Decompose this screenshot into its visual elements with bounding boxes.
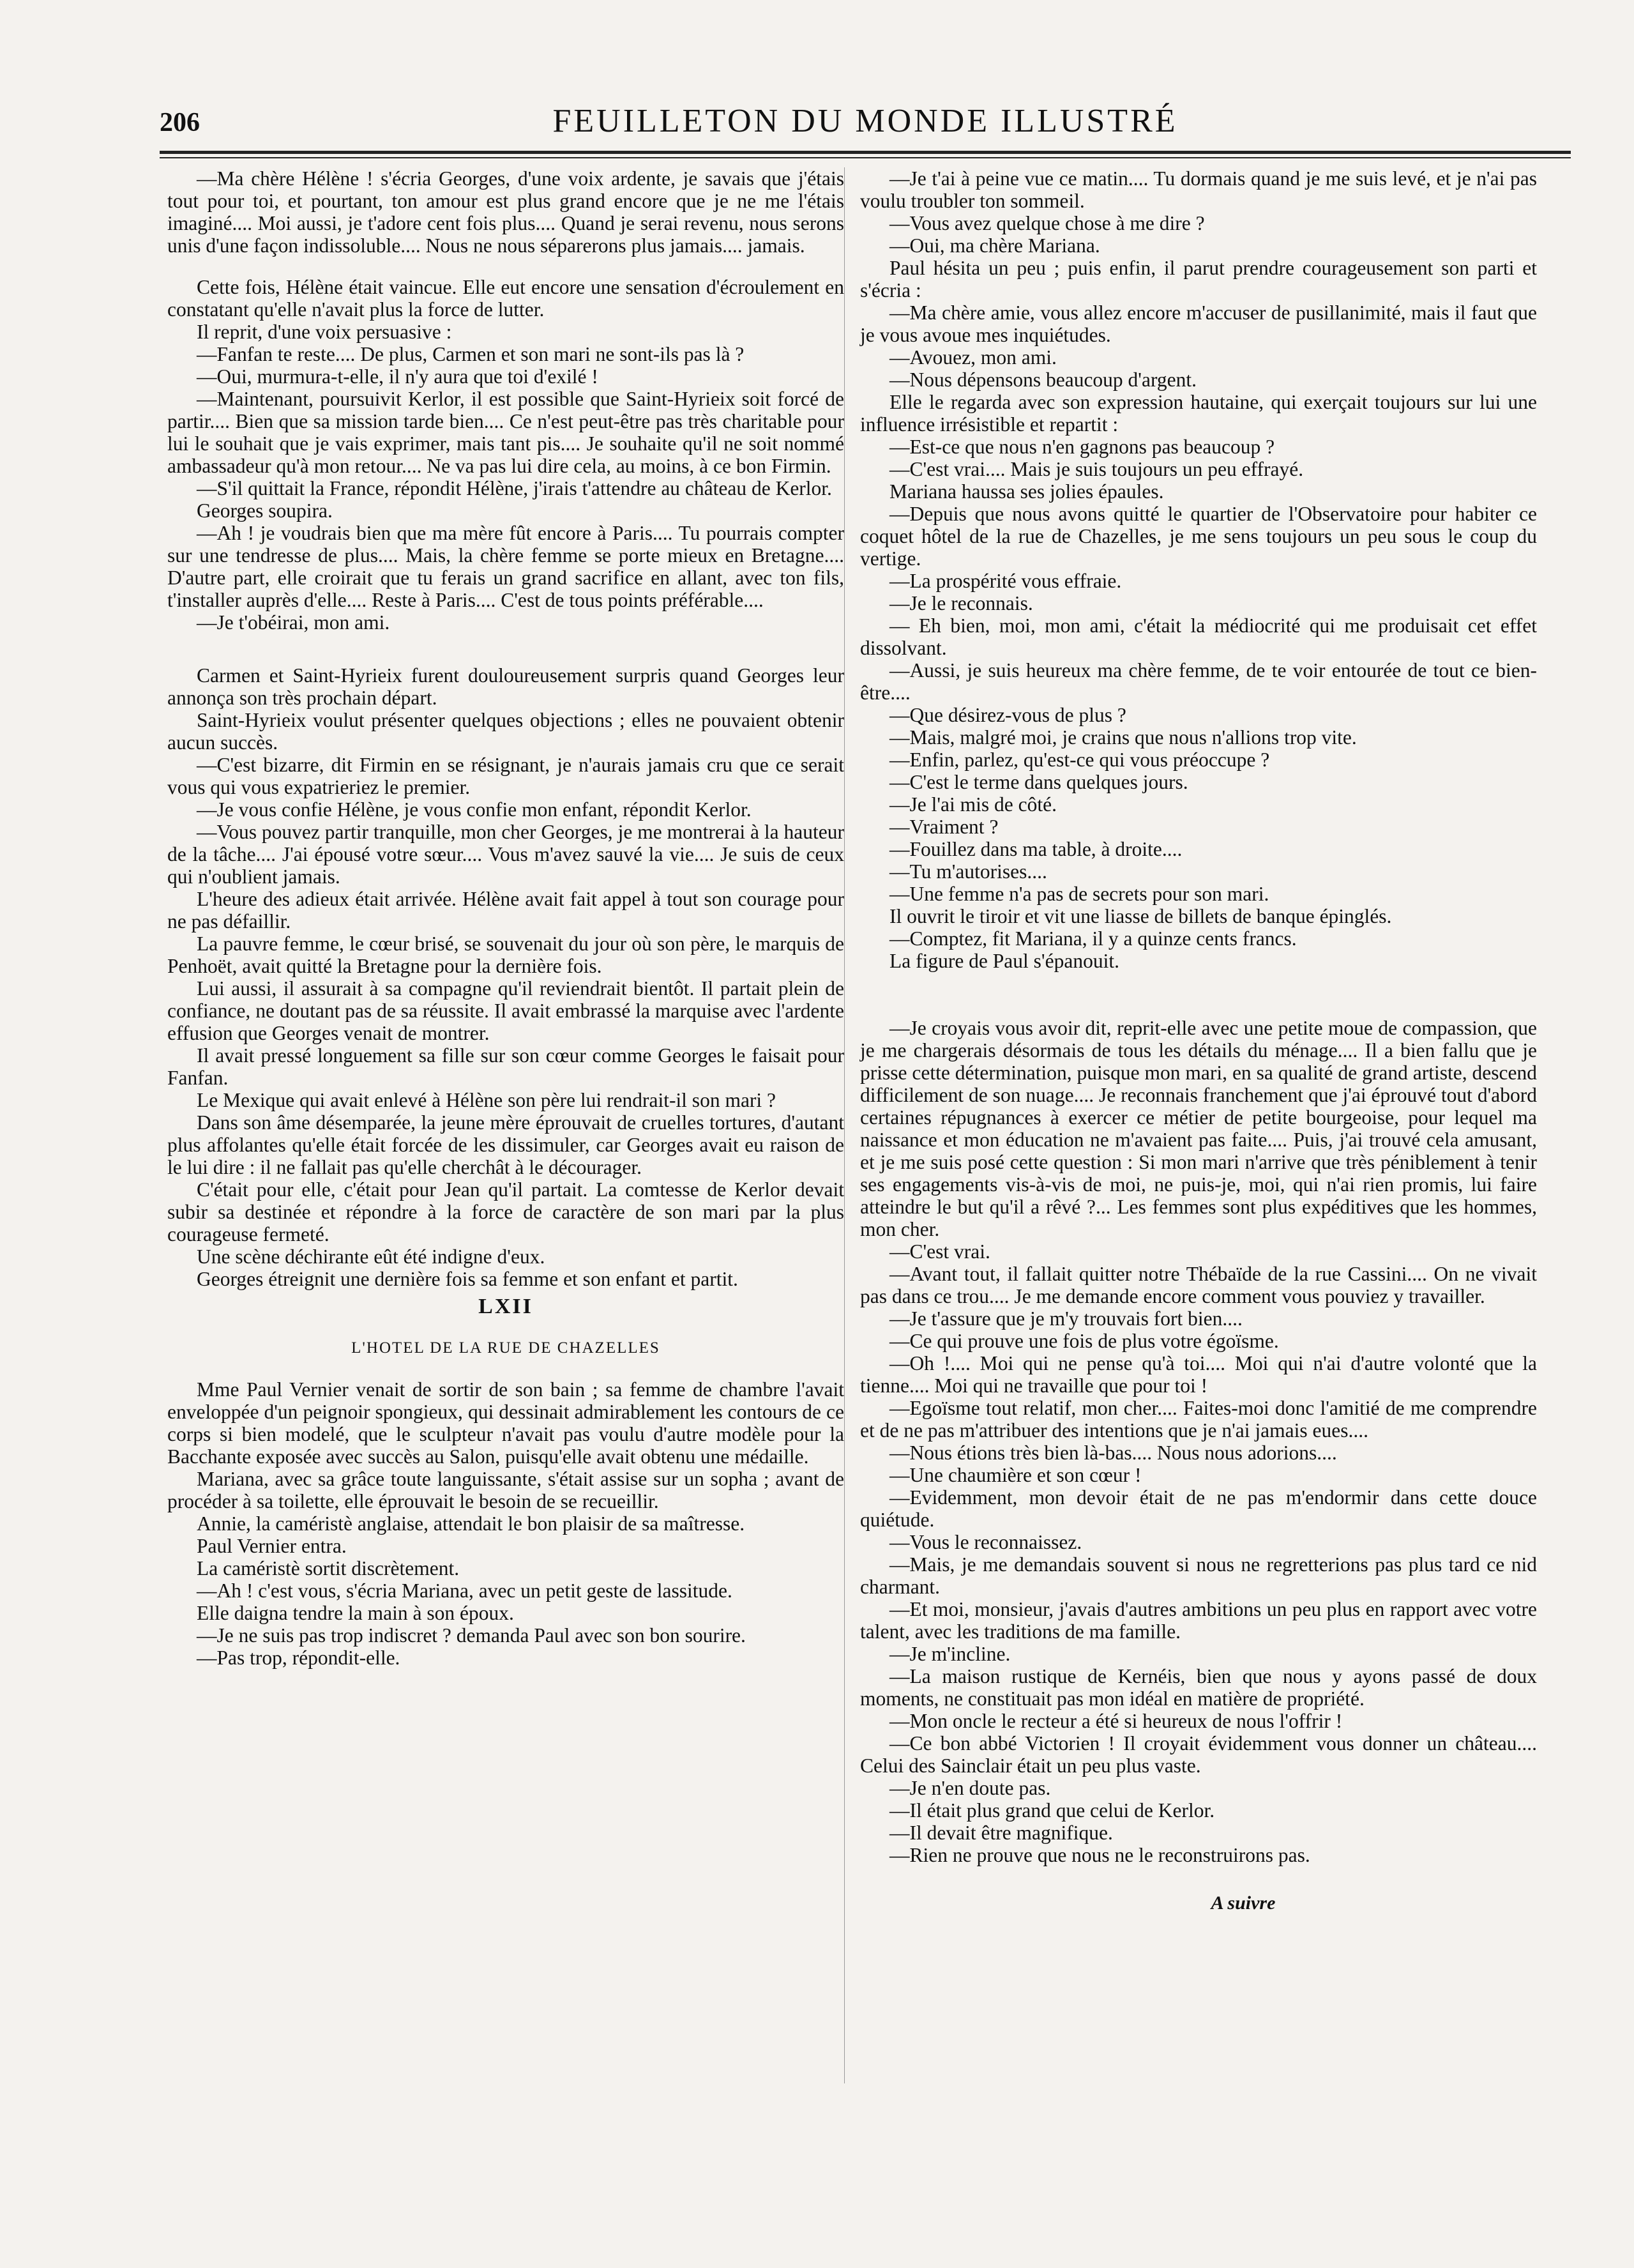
chapter-title: L'HOTEL DE LA RUE DE CHAZELLES	[351, 1339, 660, 1357]
paragraph: Dans son âme désemparée, la jeune mère éprouvait de cruelles tortures, d'autant plus affolantes qu'elle était forcée de les dissimuler, car Georges avait eu raison de le lui dire : il ne fallait pas qu'elle cherchât à le décourager.	[167, 1111, 844, 1178]
paragraph: —Je t'ai à peine vue ce matin.... Tu dormais quand je me suis levé, et je n'ai pas voulu troubler ton sommeil.	[860, 167, 1537, 212]
paragraph: —Ma chère amie, vous allez encore m'accuser de pusillanimité, mais il faut que je vous avoue mes inquiétudes.	[860, 301, 1537, 346]
page-number: 206	[160, 108, 200, 137]
paragraph: Elle daigna tendre la main à son époux.	[197, 1602, 514, 1624]
paragraph: Il avait pressé longuement sa fille sur son cœur comme Georges le faisait pour Fanfan.	[167, 1044, 844, 1089]
paragraph: —Fanfan te reste.... De plus, Carmen et son mari ne sont-ils pas là ?	[197, 343, 745, 365]
paragraph: —Je n'en doute pas.	[889, 1777, 1051, 1799]
paragraph: Carmen et Saint-Hyrieix furent douloureusement surpris quand Georges leur annonça son très prochain départ.	[167, 664, 844, 709]
paragraph: —Ma chère Hélène ! s'écria Georges, d'une voix ardente, je savais que j'étais tout pour toi, et pourtant, ton amour est plus grand encore que je ne me l'étais imaginé.... Moi aussi, je t'adore cent fois plus.... Quand je serai revenu, nous serons unis d'une façon indissoluble.... Nous ne nous séparerons plus jamais.... jamais.	[167, 167, 844, 257]
paragraph: —Je ne suis pas trop indiscret ? demanda Paul avec son bon sourire.	[197, 1624, 746, 1647]
paragraph: —C'est bizarre, dit Firmin en se résignant, je n'aurais jamais cru que ce serait vous qui vous expatrieriez le premier.	[167, 754, 844, 798]
paragraph: —Oh !.... Moi qui ne pense qu'à toi.... Moi qui n'ai d'autre volonté que la tienne.... Moi qui ne travaille que pour toi !	[860, 1352, 1537, 1397]
paragraph: Georges étreignit une dernière fois sa femme et son enfant et partit.	[197, 1268, 738, 1290]
header-rule	[160, 151, 1571, 154]
paragraph: La figure de Paul s'épanouit.	[889, 950, 1119, 972]
paragraph: —Je vous confie Hélène, je vous confie mon enfant, répondit Kerlor.	[197, 798, 752, 821]
paragraph: La caméristè sortit discrètement.	[197, 1557, 460, 1579]
paragraph: —Nous dépensons beaucoup d'argent.	[889, 369, 1197, 391]
paragraph: —Vous avez quelque chose à me dire ?	[889, 212, 1205, 234]
paragraph: —Ce qui prouve une fois de plus votre égoïsme.	[889, 1330, 1279, 1352]
paragraph: Paul hésita un peu ; puis enfin, il parut prendre courageusement son parti et s'écria :	[860, 257, 1537, 301]
paragraph: Paul Vernier entra.	[197, 1535, 347, 1557]
paragraph: C'était pour elle, c'était pour Jean qu'il partait. La comtesse de Kerlor devait subir sa destinée et répondre à la force de caractère de son mari par la plus courageuse fermeté.	[167, 1178, 844, 1245]
paragraph: —Mon oncle le recteur a été si heureux de nous l'offrir !	[889, 1710, 1343, 1732]
paragraph: L'heure des adieux était arrivée. Hélène avait fait appel à tout son courage pour ne pas défaillir.	[167, 888, 844, 932]
paragraph: Elle le regarda avec son expression hautaine, qui exerçait toujours sur lui une influence irrésistible et repartit :	[860, 391, 1537, 436]
paragraph: Saint-Hyrieix voulut présenter quelques objections ; elles ne pouvaient obtenir aucun succès.	[167, 709, 844, 754]
chapter-number: LXII	[478, 1295, 533, 1318]
paragraph: —Mais, malgré moi, je crains que nous n'allions trop vite.	[889, 726, 1357, 749]
header-rule-thin	[160, 157, 1571, 158]
paragraph: —Ah ! je voudrais bien que ma mère fût encore à Paris.... Tu pourrais compter sur une tendresse de plus.... Mais, la chère femme se porte mieux en Bretagne.... D'autre part, elle croirait que tu ferais un grand sacrifice en allant, avec ton fils, t'installer auprès d'elle.... Reste à Paris.... C'est de tous points préférable....	[167, 522, 844, 611]
paragraph: —Je le reconnais.	[889, 592, 1033, 614]
to-be-continued: A suivre	[1211, 1892, 1276, 1914]
paragraph: Il reprit, d'une voix persuasive :	[197, 321, 452, 343]
paragraph: Une scène déchirante eût été indigne d'eux.	[197, 1245, 545, 1268]
paragraph: —C'est vrai.	[889, 1240, 990, 1263]
paragraph: —La prospérité vous effraie.	[889, 570, 1122, 592]
paragraph: —Nous étions très bien là-bas.... Nous nous adorions....	[889, 1442, 1337, 1464]
paragraph: —Je l'ai mis de côté.	[889, 793, 1057, 816]
paragraph: Cette fois, Hélène était vaincue. Elle eut encore une sensation d'écroulement en constatant qu'elle n'avait plus la force de lutter.	[167, 276, 844, 321]
paragraph: —Je croyais vous avoir dit, reprit-elle avec une petite moue de compassion, que je me chargerais désormais de tous les détails du ménage.... Il a bien fallu que je prisse cette détermination, puisque mon mari, en sa qualité de grand artiste, descend difficilement de son nuage.... Je reconnais franchement que j'ai éprouvé tout d'abord certaines répugnances à exercer ce métier de petite bourgeoise, pour lequel ma naissance et mon éducation ne m'avaient pas faite.... Puis, j'ai trouvé cela amusant, et je me suis posé cette question : Si mon mari n'arrive que très péniblement à tenir ses engagements vis-à-vis de moi, ne puis-je, moi, qui n'ai rien promis, lui faire atteindre le but qu'il a rêvé ?... Les femmes sont plus expéditives que les hommes, mon cher.	[860, 1017, 1537, 1240]
paragraph: —Il devait être magnifique.	[889, 1822, 1113, 1844]
paragraph: Lui aussi, il assurait à sa compagne qu'il reviendrait bientôt. Il partait plein de confiance, ne doutant pas de sa réussite. Il avait embrassé la marquise avec l'ardente effusion que Georges venait de montrer.	[167, 977, 844, 1044]
paragraph: —Est-ce que nous n'en gagnons pas beaucoup ?	[889, 436, 1275, 458]
paragraph: —Mais, je me demandais souvent si nous ne regretterions pas plus tard ce nid charmant.	[860, 1553, 1537, 1598]
paragraph: —Et moi, monsieur, j'avais d'autres ambitions un peu plus en rapport avec votre talent, avec les traditions de ma famille.	[860, 1598, 1537, 1643]
paragraph: Mariana, avec sa grâce toute languissante, s'était assise sur un sopha ; avant de procéder à sa toilette, elle éprouvait le besoin de se recueillir.	[167, 1468, 844, 1512]
paragraph: —Aussi, je suis heureux ma chère femme, de te voir entourée de tout ce bien-être....	[860, 659, 1537, 704]
paragraph: —C'est le terme dans quelques jours.	[889, 771, 1188, 793]
paragraph: Il ouvrit le tiroir et vit une liasse de billets de banque épinglés.	[889, 905, 1392, 927]
paragraph: La pauvre femme, le cœur brisé, se souvenait du jour où son père, le marquis de Penhoët, avait quitté la Bretagne pour la dernière fois.	[167, 932, 844, 977]
page-header	[160, 102, 1571, 147]
paragraph: —Maintenant, poursuivit Kerlor, il est possible que Saint-Hyrieix soit forcé de partir.... Bien que sa mission tarde bien.... Ce n'est peut-être pas très charitable pour lui le souhait que je vais exprimer, mais tant pis.... Je souhaite qu'il ne soit nommé ambassadeur qu'à mon retour.... Ne va pas lui dire cela, au moins, à ce bon Firmin.	[167, 388, 844, 477]
paragraph: —La maison rustique de Kernéis, bien que nous y ayons passé de doux moments, ne constituait pas mon idéal en matière de propriété.	[860, 1665, 1537, 1710]
paragraph: —Tu m'autorises....	[889, 860, 1047, 883]
paragraph: —Avouez, mon ami.	[889, 346, 1057, 369]
paragraph: —S'il quittait la France, répondit Hélène, j'irais t'attendre au château de Kerlor.	[197, 477, 832, 499]
paragraph: —Evidemment, mon devoir était de ne pas m'endormir dans cette douce quiétude.	[860, 1486, 1537, 1531]
paragraph: —Je t'obéirai, mon ami.	[197, 611, 390, 634]
paragraph: —Oui, murmura-t-elle, il n'y aura que toi d'exilé !	[197, 365, 598, 388]
paragraph: —Oui, ma chère Mariana.	[889, 234, 1100, 257]
paragraph: —Avant tout, il fallait quitter notre Thébaïde de la rue Cassini.... On ne vivait pas dans ce trou.... Je me demande encore comment vous pouviez y travailler.	[860, 1263, 1537, 1307]
paragraph: —Que désirez-vous de plus ?	[889, 704, 1126, 726]
column-divider	[844, 167, 845, 2083]
paragraph: Mme Paul Vernier venait de sortir de son bain ; sa femme de chambre l'avait enveloppée d'un peignoir spongieux, qui dessinait admirablement les contours de ce corps si bien modelé, que le sculpteur n'avait pas voulu d'autre modèle pour la Bacchante exposée avec succès au Salon, puisqu'elle avait obtenu une médaille.	[167, 1378, 844, 1468]
paragraph: —Une chaumière et son cœur !	[889, 1464, 1142, 1486]
paragraph: —Une femme n'a pas de secrets pour son mari.	[889, 883, 1269, 905]
paragraph: —Ah ! c'est vous, s'écria Mariana, avec un petit geste de lassitude.	[197, 1579, 732, 1602]
paragraph: Annie, la caméristè anglaise, attendait le bon plaisir de sa maîtresse.	[197, 1512, 745, 1535]
paragraph: —Vous pouvez partir tranquille, mon cher Georges, je me montrerai à la hauteur de la tâche.... J'ai épousé votre sœur.... Vous m'avez sauvé la vie.... Je suis de ceux qui n'oublient jamais.	[167, 821, 844, 888]
paragraph: —C'est vrai.... Mais je suis toujours un peu effrayé.	[889, 458, 1304, 480]
right-column	[860, 167, 1537, 1914]
paragraph: — Eh bien, moi, mon ami, c'était la médiocrité qui me produisait cet effet dissolvant.	[860, 614, 1537, 659]
paragraph: Georges soupira.	[197, 499, 333, 522]
paragraph: —Fouillez dans ma table, à droite....	[889, 838, 1183, 860]
paragraph: —Egoïsme tout relatif, mon cher.... Faites-moi donc l'amitié de me comprendre et de ne pas m'attribuer des intentions que je n'ai jamais eues....	[860, 1397, 1537, 1442]
running-title: FEUILLETON DU MONDE ILLUSTRÉ	[552, 103, 1178, 139]
paragraph: —Rien ne prouve que nous ne le reconstruirons pas.	[889, 1844, 1310, 1866]
paragraph: Mariana haussa ses jolies épaules.	[889, 480, 1164, 503]
paragraph: Le Mexique qui avait enlevé à Hélène son père lui rendrait-il son mari ?	[197, 1089, 776, 1111]
paragraph: —Comptez, fit Mariana, il y a quinze cents francs.	[889, 927, 1297, 950]
left-column	[167, 167, 844, 1669]
paragraph: —Vraiment ?	[889, 816, 999, 838]
paragraph: —Depuis que nous avons quitté le quartier de l'Observatoire pour habiter ce coquet hôtel de la rue de Chazelles, je me sens toujours un peu sous le coup du vertige.	[860, 503, 1537, 570]
paragraph: —Je t'assure que je m'y trouvais fort bien....	[889, 1307, 1243, 1330]
paragraph: —Je m'incline.	[889, 1643, 1011, 1665]
paragraph: —Ce bon abbé Victorien ! Il croyait évidemment vous donner un château.... Celui des Sainclair était un peu plus vaste.	[860, 1732, 1537, 1777]
paragraph: —Vous le reconnaissez.	[889, 1531, 1082, 1553]
paragraph: —Enfin, parlez, qu'est-ce qui vous préoccupe ?	[889, 749, 1270, 771]
paragraph: —Il était plus grand que celui de Kerlor.	[889, 1799, 1215, 1822]
paragraph: —Pas trop, répondit-elle.	[197, 1647, 400, 1669]
